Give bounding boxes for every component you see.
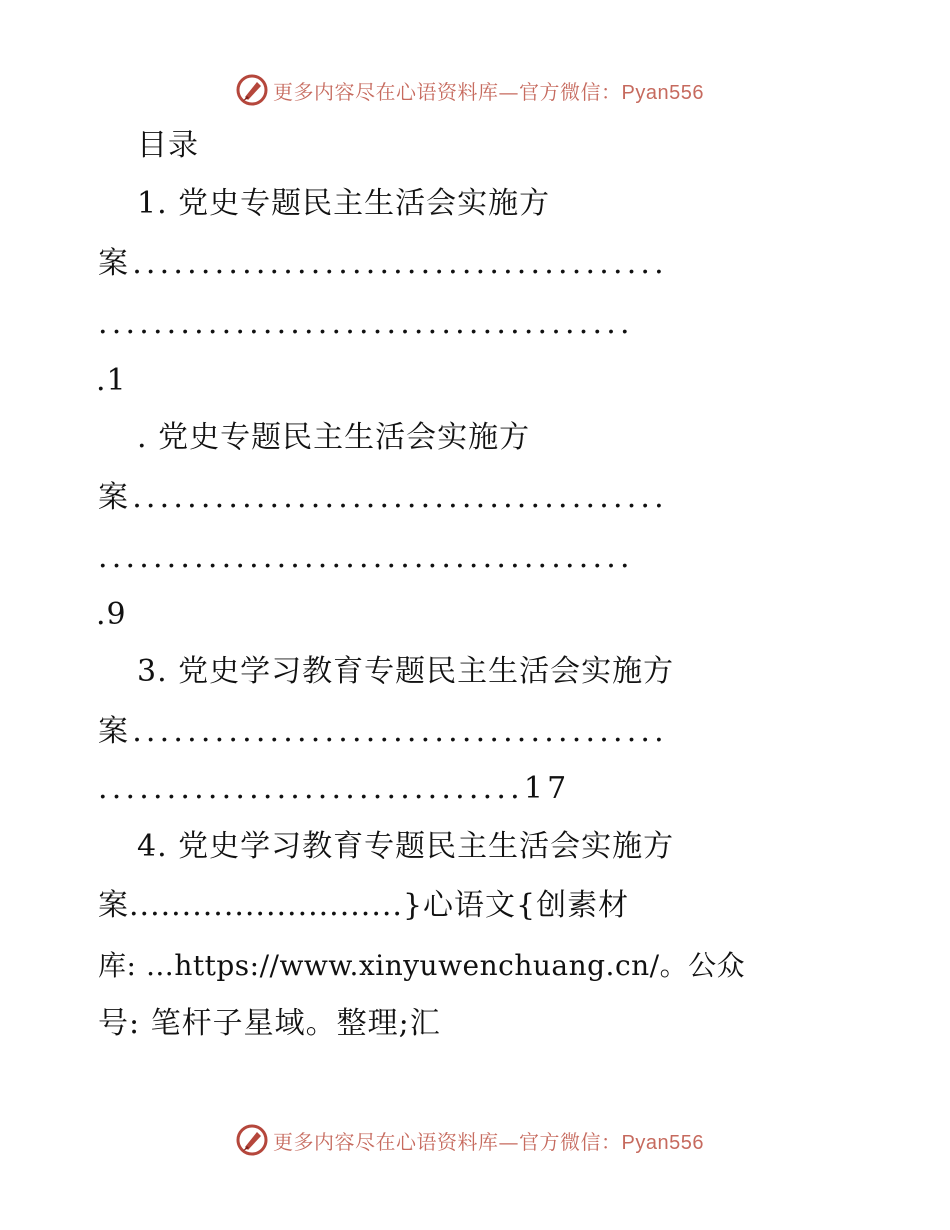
- toc-line-4-title: 4. 党史学习教育专题民主生活会实施方: [137, 829, 675, 864]
- toc-line-2-title: . 党史专题民主生活会实施方: [137, 420, 531, 455]
- toc-line-3-leader-page: ...............................17: [98, 771, 571, 806]
- toc-line-1-leader: 案.......................................: [98, 246, 668, 281]
- watermark-banner-bottom: [0, 1120, 950, 1160]
- pen-nib-logo-icon: [235, 1123, 269, 1157]
- toc-line-4-end: 号: 笔杆子星域。整理;汇: [98, 1006, 441, 1041]
- toc-line-1-page: .1: [96, 363, 127, 398]
- watermark-text: 更多内容尽在心语资料库—官方微信：: [273, 79, 622, 104]
- toc-line-2-page: .9: [96, 597, 127, 632]
- pen-nib-logo-icon: [235, 73, 269, 107]
- watermark-text: 更多内容尽在心语资料库—官方微信：: [273, 1129, 622, 1154]
- toc-line-3-leader: 案.......................................: [98, 714, 668, 749]
- toc-line-2-leader-cont: .......................................: [98, 540, 634, 575]
- toc-line-1-leader-cont: .......................................: [98, 306, 634, 341]
- watermark-banner-top: [0, 70, 950, 110]
- toc-line-1-title: 1. 党史专题民主生活会实施方: [137, 186, 551, 221]
- toc-line-4-leader: 案..........................}心语文{创素材: [98, 888, 630, 923]
- toc-line-3-title: 3. 党史学习教育专题民主生活会实施方: [137, 654, 675, 689]
- toc-heading: 目录: [137, 128, 199, 163]
- watermark-wechat-id: Pyan556: [621, 1131, 704, 1154]
- watermark-wechat-id: Pyan556: [621, 81, 704, 104]
- toc-line-4-url: 库: …https://www.xinyuwenchuang.cn/。公众: [98, 949, 746, 982]
- toc-line-2-leader: 案.......................................: [98, 480, 668, 515]
